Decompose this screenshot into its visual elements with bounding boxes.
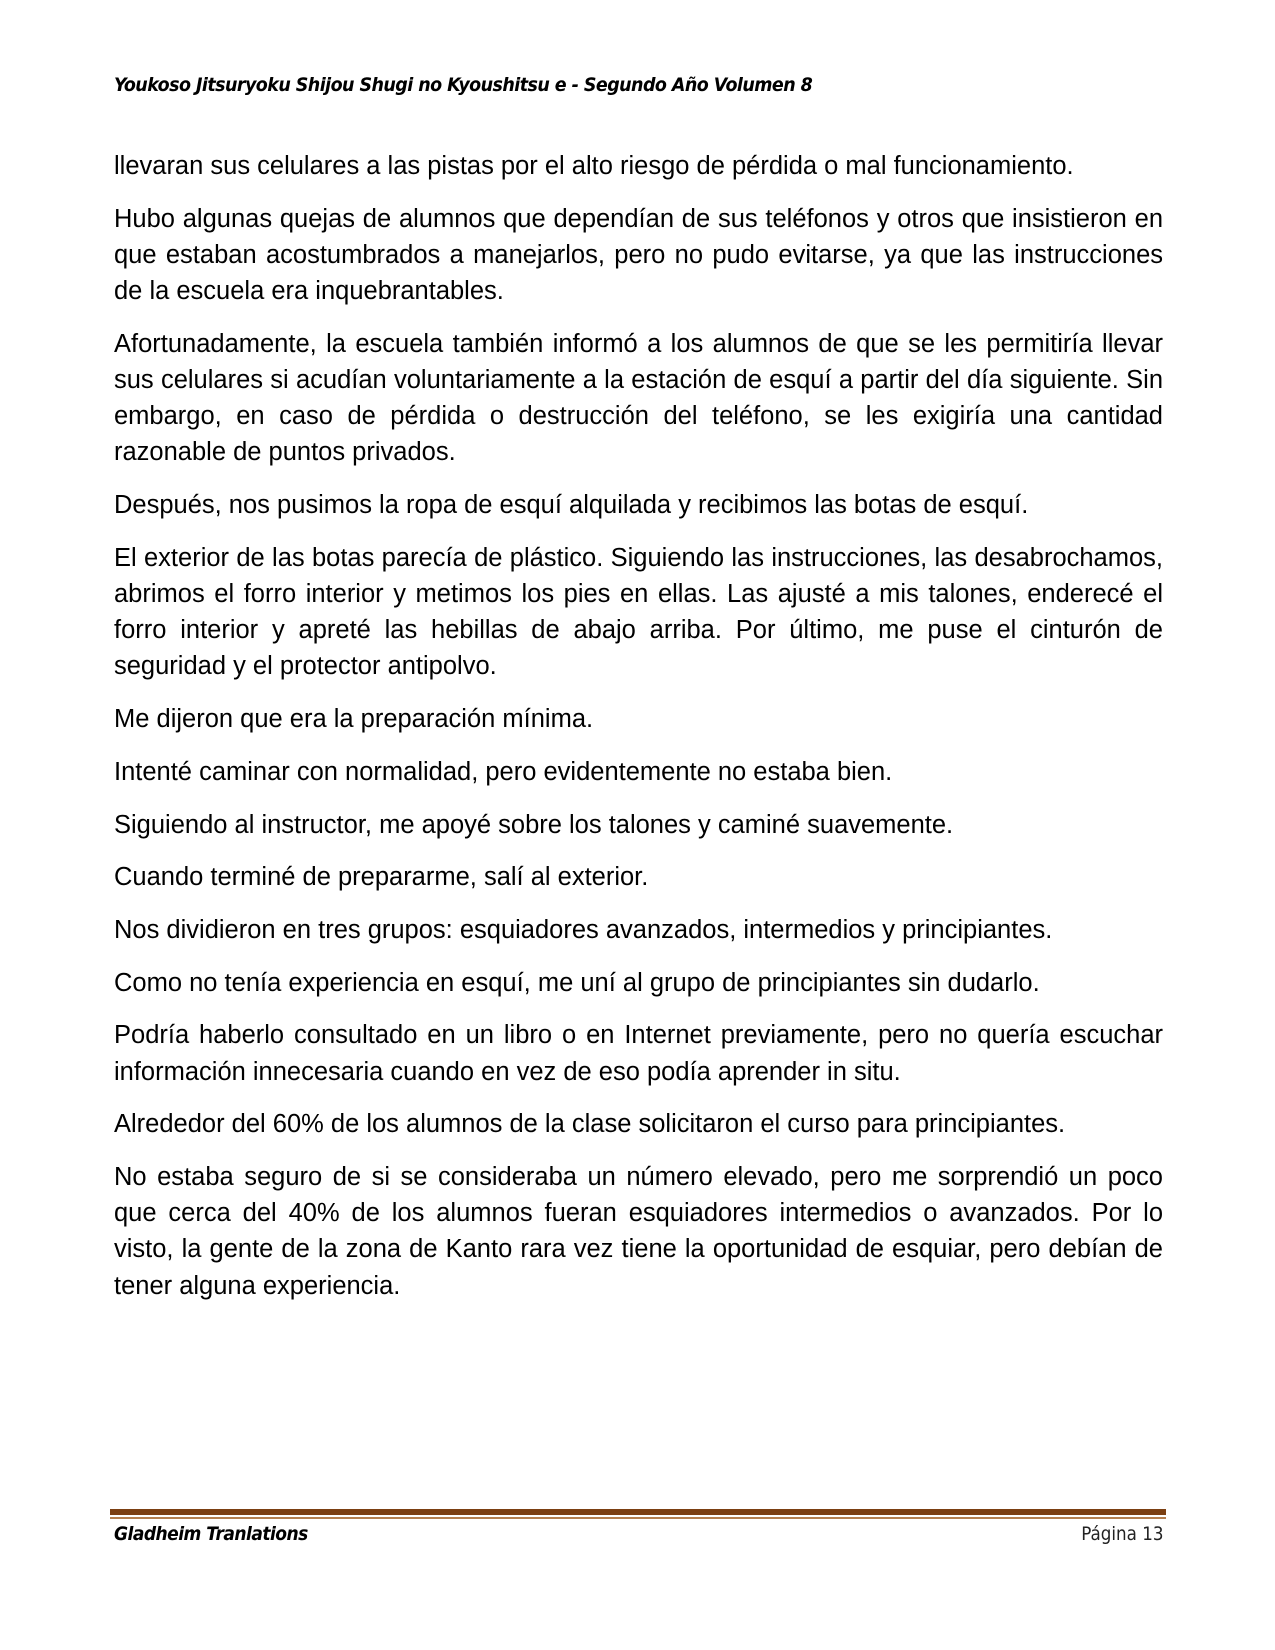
paragraph: llevaran sus celulares a las pistas por el alto riesgo de pérdida o mal funcionamiento. <box>114 152 1074 180</box>
paragraph: Me dijeron que era la preparación mínima. <box>114 705 594 734</box>
footer-credit: Gladheim Tranlations <box>114 1523 308 1545</box>
page-number: Página 13 <box>1080 1523 1163 1545</box>
paragraph: Cuando terminé de prepararme, salí al exterior. <box>114 863 649 892</box>
paragraph: No estaba seguro de si se consideraba un número elevado, pero me sorprendió un poco que cerca del 40% de los alumnos fueran esquiadores intermedios o avanzados. Por lo visto, la gente de la zona de Kanto rara vez tiene la oportunidad de esquiar, pero debían de tener alguna experiencia. <box>114 1162 1163 1300</box>
paragraph: Afortunadamente, la escuela también informó a los alumnos de que se les permitiría llevar sus celulares si acudían voluntariamente a la estación de esquí a partir del día siguiente. Sin embargo, en caso de pérdida o destrucción del teléfono, se les exigiría una cantidad razonable de puntos privados. <box>114 329 1163 467</box>
footer-rule <box>110 1509 1166 1515</box>
body-text <box>114 148 1163 1320</box>
paragraph: Hubo algunas quejas de alumnos que dependían de sus teléfonos y otros que insistieron en que estaban acostumbrados a manejarlos, pero no pudo evitarse, ya que las instrucciones de la escuela era inquebrantables. <box>114 204 1163 306</box>
paragraph: Después, nos pusimos la ropa de esquí alquilada y recibimos las botas de esquí. <box>114 491 1029 520</box>
paragraph: Podría haberlo consultado en un libro o en Internet previamente, pero no quería escuchar información innecesaria cuando en vez de eso podía aprender in situ. <box>114 1021 1163 1086</box>
paragraph: Como no tenía experiencia en esquí, me uní al grupo de principiantes sin dudarlo. <box>114 968 1040 997</box>
running-header: Youkoso Jitsuryoku Shijou Shugi no Kyoushitsu e - Segundo Año Volumen 8 <box>114 74 813 96</box>
paragraph: El exterior de las botas parecía de plástico. Siguiendo las instrucciones, las desabrochamos, abrimos el forro interior y metimos los pies en ellas. Las ajusté a mis talones, enderecé el forro interior y apreté las hebillas de abajo arriba. Por último, me puse el cinturón de seguridad y el protector antipolvo. <box>114 543 1163 681</box>
footer-rule-thin <box>110 1517 1166 1519</box>
paragraph: Alrededor del 60% de los alumnos de la clase solicitaron el curso para principiantes. <box>114 1110 1066 1139</box>
paragraph: Siguiendo al instructor, me apoyé sobre los talones y caminé suavemente. <box>114 810 954 839</box>
paragraph: Intenté caminar con normalidad, pero evidentemente no estaba bien. <box>114 757 893 786</box>
paragraph: Nos dividieron en tres grupos: esquiadores avanzados, intermedios y principiantes. <box>114 915 1053 944</box>
